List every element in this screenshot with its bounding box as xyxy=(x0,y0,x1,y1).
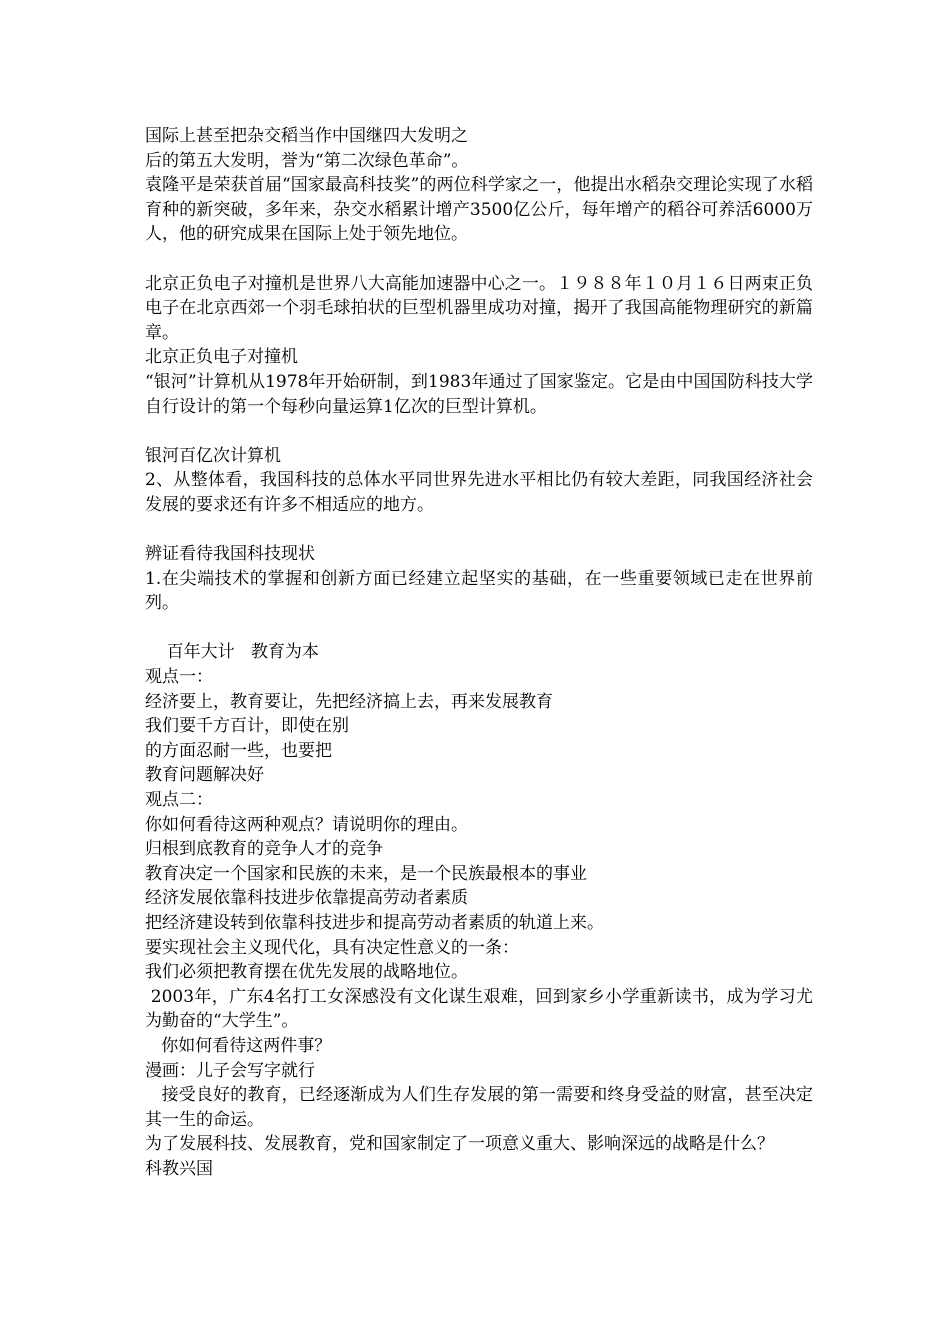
paragraph-green-revolution: 后的第五大发明，誉为“第二次绿色革命”。 xyxy=(145,150,469,171)
text-education-priority: 我们必须把教育摆在优先发展的战略地位。 xyxy=(145,962,468,983)
paragraph-cutting-edge: 1.在尖端技术的掌握和创新方面已经建立起坚实的基础，在一些重要领域已走在世界前列。 xyxy=(145,568,813,614)
paragraph-collider: 北京正负电子对撞机是世界八大高能加速器中心之一。１９８８年１０月１６日两束正负电子在北京西郊一个羽毛球拍状的巨型机器里成功对撞，揭开了我国高能物理研究的新篇章。 xyxy=(145,273,813,343)
text-viewpoint-two-c: 教育问题解决好 xyxy=(145,765,264,786)
heading-education-foundation: 百年大计 教育为本 xyxy=(145,642,319,663)
text-education-decides: 教育决定一个国家和民族的未来，是一个民族最根本的事业 xyxy=(145,863,587,884)
text-viewpoint-two-a: 我们要千方百计，即使在别 xyxy=(145,716,349,737)
blank-line xyxy=(145,419,813,444)
answer-strategy: 科教兴国 xyxy=(145,1158,213,1179)
heading-dialectical-view: 辨证看待我国科技现状 xyxy=(145,544,315,565)
text-modernization: 要实现社会主义现代化，具有决定性意义的一条： xyxy=(145,937,519,958)
text-economy-relies: 经济发展依靠科技进步依靠提高劳动者素质 xyxy=(145,888,468,909)
paragraph-good-education: 接受良好的教育，已经逐渐成为人们生存发展的第一需要和终身受益的财富，甚至决定其一生的命运。 xyxy=(145,1085,814,1130)
blank-line xyxy=(145,616,813,641)
text-economic-construction: 把经济建设转到依靠科技进步和提高劳动者素质的轨道上来。 xyxy=(145,913,604,933)
paragraph-guangdong-workers: 2003年，广东4名打工女深感没有文化谋生艰难，回到家乡小学重新读书，成为学习尤为勤奋的“大学生”。 xyxy=(145,986,814,1032)
paragraph-overall-gap: 2、从整体看，我国科技的总体水平同世界先进水平相比仍有较大差距，同我国经济社会发展的要求还有许多不相适应的地方。 xyxy=(145,470,813,515)
text-talent-competition: 归根到底教育的竞争人才的竞争 xyxy=(145,839,383,860)
label-viewpoint-two: 观点二： xyxy=(145,790,213,811)
caption-yinhe-computer: 银河百亿次计算机 xyxy=(145,445,281,466)
label-viewpoint-one: 观点一： xyxy=(145,667,213,688)
paragraph-yinhe-computer: “银河”计算机从1978年开始研制，到1983年通过了国家鉴定。它是由中国国防科技大学自行设计的第一个每秒向量运算1亿次的巨型计算机。 xyxy=(145,371,813,417)
blank-line xyxy=(145,247,813,272)
question-viewpoints: 你如何看待这两种观点？请说明你的理由。 xyxy=(145,814,468,835)
text-viewpoint-two-b: 的方面忍耐一些，也要把 xyxy=(145,740,332,761)
caption-collider: 北京正负电子对撞机 xyxy=(145,347,298,368)
question-two-events: 你如何看待这两件事？ xyxy=(145,1035,332,1056)
paragraph-hybrid-rice-intro: 国际上甚至把杂交稻当作中国继四大发明之 xyxy=(145,126,468,146)
question-strategy: 为了发展科技、发展教育，党和国家制定了一项意义重大、影响深远的战略是什么？ xyxy=(145,1134,774,1155)
caption-cartoon: 漫画：儿子会写字就行 xyxy=(145,1060,315,1081)
paragraph-yuan-longping: 袁隆平是荣获首届“国家最高科技奖”的两位科学家之一，他提出水稻杂交理论实现了水稻育种的新突破，多年来，杂交水稻累计增产3500亿公斤，每年增产的稻谷可养活6000万人，他的研究成果在国际上处于领先地位。 xyxy=(145,175,813,245)
blank-line xyxy=(145,518,813,543)
document-page xyxy=(145,124,813,1182)
text-viewpoint-one: 经济要上，教育要让，先把经济搞上去，再来发展教育 xyxy=(145,691,553,712)
